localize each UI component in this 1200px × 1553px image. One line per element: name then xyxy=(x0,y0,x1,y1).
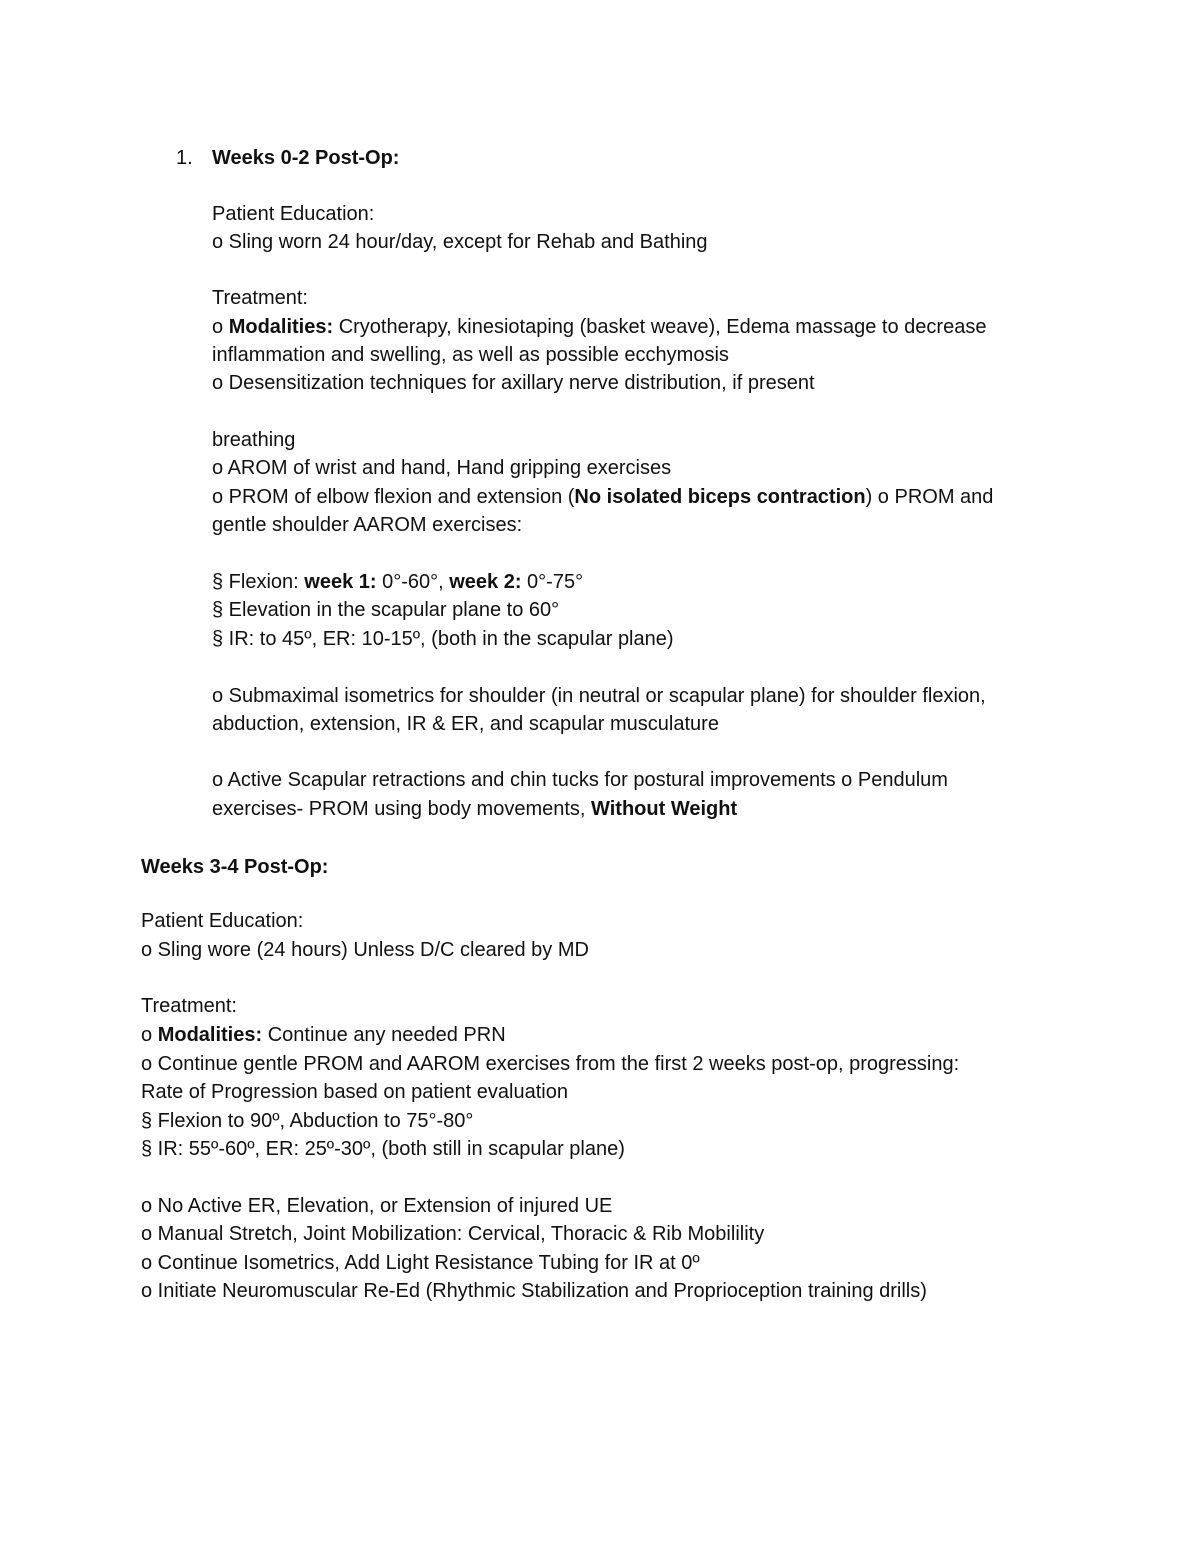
bullet: o xyxy=(212,316,229,338)
section-heading-weeks-3-4: Weeks 3-4 Post-Op: xyxy=(141,856,329,878)
patient-education-label: Patient Education: xyxy=(212,203,375,225)
week-1-value: 0°-60°, xyxy=(376,571,450,593)
breathing-line: breathing xyxy=(212,429,296,451)
no-isolated-biceps: No isolated biceps contraction xyxy=(574,486,866,508)
submaximal-line: o Submaximal isometrics for shoulder (in neutral or scapular plane) for shoulder flexion, xyxy=(212,685,986,707)
flexion-abduction-line: § Flexion to 90º, Abduction to 75°-80° xyxy=(141,1110,474,1132)
modalities-text: Cryotherapy, kinesiotaping (basket weave), Edema massage to decrease xyxy=(333,316,987,338)
prom-elbow-text: o PROM of elbow flexion and extension ( xyxy=(212,486,575,508)
week-2-value: 0°-75° xyxy=(521,571,584,593)
bullet: o xyxy=(141,1024,158,1046)
modalities-label: Modalities: xyxy=(228,316,334,338)
without-weight: Without Weight xyxy=(591,798,738,820)
treatment-label: Treatment: xyxy=(212,287,308,309)
pendulum-text: exercises- PROM using body movements, xyxy=(212,798,592,820)
continue-prom-line: o Continue gentle PROM and AAROM exercises from the first 2 weeks post-op, progressing: xyxy=(141,1053,960,1075)
modalities-label: Modalities: xyxy=(157,1024,263,1046)
list-number: 1. xyxy=(176,147,193,169)
prom-elbow-line xyxy=(212,483,993,511)
pendulum-line xyxy=(212,795,737,823)
modalities-text: Continue any needed PRN xyxy=(262,1024,506,1046)
manual-stretch-line: o Manual Stretch, Joint Mobilization: Cervical, Thoracic & Rib Mobilility xyxy=(141,1223,765,1245)
flexion-text: § Flexion: xyxy=(212,571,305,593)
section-heading-weeks-0-2: Weeks 0-2 Post-Op: xyxy=(212,147,400,169)
ir-er-line: § IR: 55º-60º, ER: 25º-30º, (both still in scapular plane) xyxy=(141,1138,625,1160)
modalities-line xyxy=(141,1021,506,1049)
flexion-line xyxy=(212,568,583,596)
modalities-line xyxy=(212,313,986,341)
elevation-line: § Elevation in the scapular plane to 60° xyxy=(212,599,560,621)
rate-of-progression: Rate of Progression based on patient evaluation xyxy=(141,1081,568,1103)
week-1-label: week 1: xyxy=(304,571,377,593)
modalities-continuation: inflammation and swelling, as well as possible ecchymosis xyxy=(212,344,729,366)
sling-instruction: o Sling wore (24 hours) Unless D/C cleared by MD xyxy=(141,939,589,961)
treatment-label: Treatment: xyxy=(141,995,237,1017)
neuromuscular-line: o Initiate Neuromuscular Re-Ed (Rhythmic Stabilization and Proprioception training drills) xyxy=(141,1280,927,1302)
isometrics-line: o Continue Isometrics, Add Light Resistance Tubing for IR at 0º xyxy=(141,1252,700,1274)
sling-instruction: o Sling worn 24 hour/day, except for Rehab and Bathing xyxy=(212,231,708,253)
active-scapular-line: o Active Scapular retractions and chin tucks for postural improvements o Pendulum xyxy=(212,769,948,791)
prom-elbow-continuation: gentle shoulder AAROM exercises: xyxy=(212,514,523,536)
prom-elbow-text-end: ) o PROM and xyxy=(865,486,994,508)
no-active-line: o No Active ER, Elevation, or Extension of injured UE xyxy=(141,1195,613,1217)
arom-line: o AROM of wrist and hand, Hand gripping exercises xyxy=(212,457,672,479)
ir-er-line: § IR: to 45º, ER: 10-15º, (both in the scapular plane) xyxy=(212,628,674,650)
week-2-label: week 2: xyxy=(449,571,522,593)
patient-education-label: Patient Education: xyxy=(141,910,304,932)
submaximal-continuation: abduction, extension, IR & ER, and scapular musculature xyxy=(212,713,719,735)
desensitization-line: o Desensitization techniques for axillary nerve distribution, if present xyxy=(212,372,815,394)
